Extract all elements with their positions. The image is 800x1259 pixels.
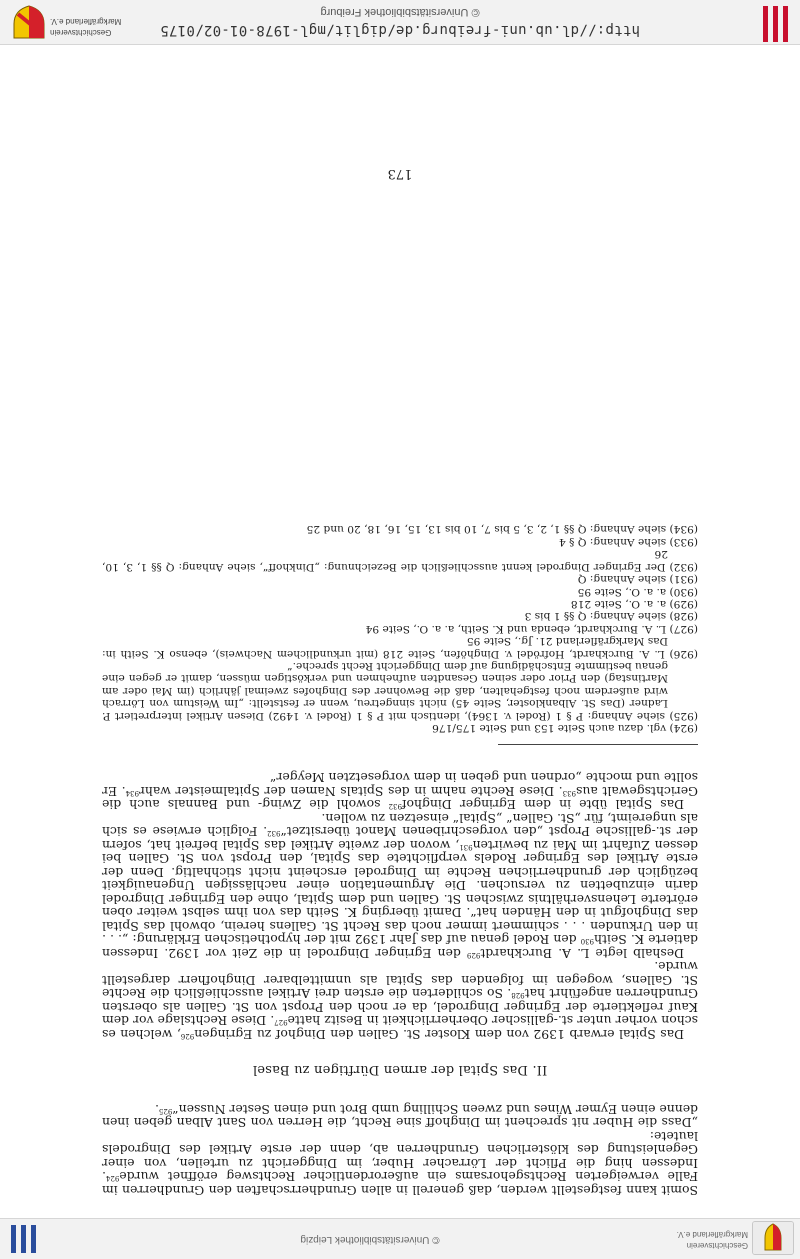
library-credit: © Universitätsbibliothek Freiburg: [320, 6, 480, 18]
footnote: (927) L. A. Burckhardt, ebenda und K. Seith, a. a. O., Seite 94: [365, 622, 698, 635]
paragraph: Das Spital erwarb 1392 von dem Kloster St. Gallen den Dinghof zu Egringen$^{926}$, welchen es schon vorher unter st.-gallischer Oberherrlichkeit in Besitz hatte$^{927}$. Diese Rechtslage vor dem Kauf reflektierte der Egringer Dingrodel, da er noch den Propst von St. Gallen als obersten Grundherren angeführt hat$^{928}$. So schilderten die ersten drei Artikel ausschließlich die Rechte St. Gallens, wogegen im folgenden das Spital als unmittelbarer Dinghofherr dargestellt wurde.: [102, 959, 698, 1042]
footnotes: [102, 523, 698, 734]
footnote: (929) a. a. O., Seite 218: [570, 597, 698, 610]
page-number: 173: [387, 166, 413, 181]
paragraph: Somit kann festgestellt werden, daß generell in allen Grundherrschaften den Grundherren im Falle verweigerten Rechtsgehorsams ein außerordentlicher Rechtsweg eröffnet wurde$^{924}$. Indessen hing die Pflicht der Lörracher Huber, im Dinggericht zu urteilen, von einer Gegenleistung des klösterlichen Grundherren ab, denn der erste Artikel des Dingrodels lautete:: [102, 1129, 698, 1198]
footnote: (933) siehe Anhang: Q § 4: [558, 535, 698, 548]
footer-library-credit: © Universitätsbibliothek Leipzig: [300, 1234, 440, 1245]
footnote: (926) L. A. Burckhardt, Hofrödel v. Dinghöfen, Seite 218 (mit urkundlichem Nachweis), ebenso K. Seith in: Das Markgräflerland 21. Jg., Seite 95: [102, 635, 698, 660]
permalink-url[interactable]: http://dl.ub.uni-freiburg.de/diglit/mgl-1978-01-02/0175: [159, 22, 641, 38]
society-name: Geschichtsverein Markgräflerland e.V.: [50, 17, 122, 37]
footnote-divider: [498, 744, 698, 745]
viewer-footer-band: [0, 0, 800, 45]
viewer-header-band: [0, 1218, 800, 1259]
footnote: (934) siehe Anhang: Q §§ 1, 2, 3, 5 bis 7, 10 bis 13, 15, 16, 18, 20 und 25: [306, 523, 698, 536]
footnote: (932) Der Egringer Dingrodel kennt ausschließlich die Bezeichnung: „Dinkhoff“, siehe Anhang: Q §§ 1, 3, 10, 26: [102, 548, 698, 573]
footnote: (928) siehe Anhang: Q §§ 1 bis 3: [524, 610, 698, 623]
paragraph: Das Spital übte in dem Egringer Dinghof$^{932}$ sowohl die Zwing- und Bannals auch die Gerichtsgewalt aus$^{933}$. Diese Rechte nahm in des Spitals Namen der Spitalmeister wahr$^{934}$. Er sollte und mochte „ordnen und geben in dem vorgesetzten Meyger“: [102, 770, 698, 813]
crest-icon: [12, 4, 46, 40]
paragraph: Deshalb legte L. A. Burckhardt$^{929}$ den Egringer Dingrodel in die Zeit vor 1392. Indessen datierte K. Seith$^{930}$ den Rodel genau auf das Jahr 1392 mit der hypothetischen Erklärung: „. . . in den Urkunden . . . schimmert immer noch das Recht St. Gallens herein, obwohl das Spital das Dinghofgut in den Händen hat“. Damit überging K. Seith das von ihm selbst weiter oben erörterte Lehensverhältnis zwischen St. Gallen und dem Spital, ohne den Egringer Dingrodel darin einzubetten zu versuchen. Die Argumentation einer nachlässigen Ungenauigkeit bezüglich der grundherrlichen Rechte im Dingrodel erscheint nicht stichhaltig. Denn der erste Artikel des Egringer Rodels verpflichtete das Spital, den Propst von St. Gallen bei dessen Zufahrt im Mai zu bewirten$^{931}$, wovon der zweite Artikel das Spital befreit hat, sofern der st.-gallische Propst „den vorgeschribenen Manot übersitzet“$^{932}$. Folglich erwiese es sich als ungereimt, für „St. Gallen“ „Spital“ einsetzen zu wollen.: [101, 811, 698, 961]
crest-icon: [752, 1221, 794, 1255]
library-logo-icon: [10, 1225, 36, 1253]
footnote: (925) siehe Anhang: P § 1 (Rodel v. 1364), identisch mit P § 1 (Rodel v. 1492) Diesen Artikel interpretiert P. Ladner (Das St. Albankloster, Seite 45) nicht sinngetreu, wenn er feststellt: „Im Weistum von Lörrach wird außerdem noch festgehalten, daß die Bewohner des Dinghofes zweimal jährlich (im Mai oder am Martinstag) den Prior oder seinen Gesandten aufnehmen und verköstigen müssen, damit er gegen eine genau bestimmte Entschädigung auf dem Dinggericht Recht spreche.“: [102, 659, 698, 722]
footnote: (931) siehe Anhang: Q: [577, 573, 698, 586]
footnote: (924) vgl. dazu auch Seite 153 und Seite 175/176: [432, 722, 698, 734]
section-heading: II. Das Spital der armen Dürftigen zu Basel: [252, 1062, 548, 1078]
footnote: (930) a. a. O., Seite 95: [577, 585, 698, 598]
quotation: „Dass die Huber nit sprechent im Dinghoff sine Recht, die Herren von Sant Alban geben inen denne einen Eymer Wines und zween Schilling umb Brot und einen Sester Nussen“$^{925}$.: [102, 1102, 698, 1131]
footer-org-name: Geschichtsverein Markgräflerland e.V.: [676, 1230, 748, 1250]
document-body: [102, 523, 698, 1197]
